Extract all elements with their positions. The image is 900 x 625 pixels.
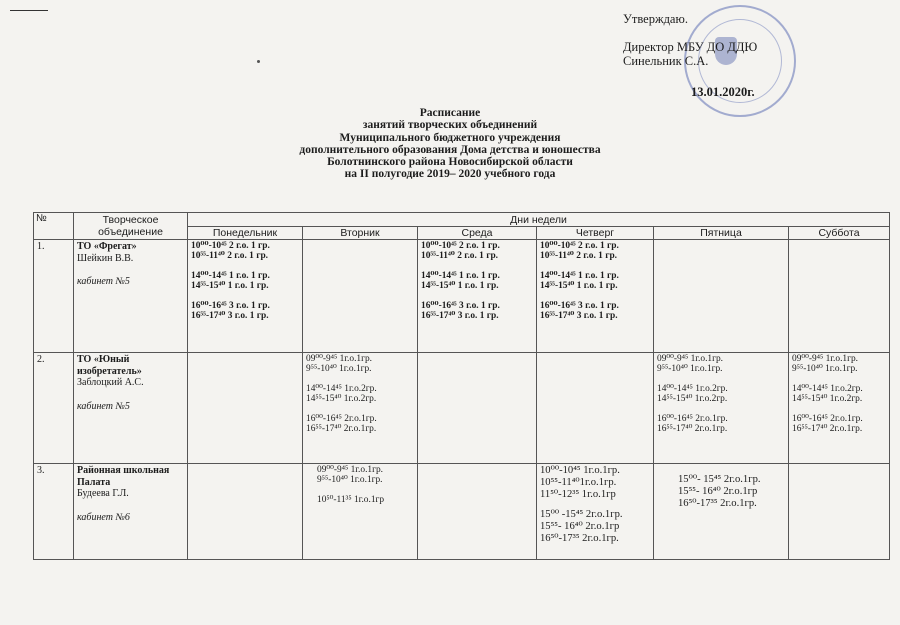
session-entry: 16⁵⁰-17³⁵ 2г.о.1гр.	[678, 497, 757, 509]
session-entry: 10⁵⁵-11⁴⁰1г.о.1гр.	[540, 476, 617, 488]
approval-block	[623, 12, 757, 99]
session-entry: 14⁵⁵-15⁴⁰ 1г.о.2гр.	[657, 394, 728, 405]
header-day-saturday: Суббота	[789, 227, 890, 240]
session-entry: 10⁵⁵-11⁴⁰ 2 г.о. 1 гр.	[191, 251, 269, 262]
room: кабинет №6	[77, 511, 130, 523]
session-entry: 09⁰⁰-9⁴⁵ 1г.о.1гр.	[317, 465, 383, 475]
session-entry: 15⁰⁰- 15⁴⁵ 2г.о.1гр.	[678, 474, 761, 485]
session-entry: 16⁰⁰-16⁴⁵ 3 г.о. 1 гр.	[421, 300, 500, 311]
session-entry: 10⁵⁵-11⁴⁰ 2 г.о. 1 гр.	[540, 251, 618, 262]
teacher-name: Будеева Г.Л.	[77, 488, 129, 499]
table-row	[34, 353, 890, 464]
schedule-cell	[188, 353, 303, 464]
session-entry: 15⁰⁰ -15⁴⁵ 2г.о.1гр.	[540, 509, 623, 521]
header-day-friday: Пятница	[654, 227, 789, 240]
schedule-cell	[789, 464, 890, 560]
schedule-cell	[303, 240, 418, 353]
session-entry: 9⁵⁵-10⁴⁰ 1г.о.1гр.	[317, 475, 383, 486]
session-entry: 16⁵⁵-17⁴⁰ 2г.о.1гр.	[657, 424, 728, 435]
schedule-cell	[188, 240, 303, 353]
top-rule	[10, 10, 48, 11]
session-spacer	[792, 375, 886, 384]
session-spacer	[317, 486, 414, 495]
session-entry: 14⁰⁰-14⁴⁵ 1 г.о. 1 гр.	[421, 270, 500, 281]
header-number: №	[34, 213, 74, 240]
approval-date: 13.01.2020г.	[691, 85, 755, 99]
session-entry: 16⁰⁰-16⁴⁵ 2г.о.1гр.	[657, 413, 728, 424]
session-entry: 9⁵⁵-10⁴⁰ 1г.о.1гр.	[792, 364, 858, 375]
director-name: Синельник С.А.	[623, 54, 709, 68]
session-entry: 14⁵⁵-15⁴⁰ 1г.о.2гр.	[306, 394, 377, 405]
association-cell	[74, 240, 188, 353]
session-entry: 10⁰⁰-10⁴⁵ 2 г.о. 1 гр.	[421, 241, 500, 251]
schedule-cell	[537, 240, 654, 353]
schedule-cell	[418, 464, 537, 560]
session-entry: 16⁵⁰-17³⁵ 2г.о.1гр.	[540, 532, 619, 544]
session-spacer	[540, 292, 650, 301]
session-entry: 16⁰⁰-16⁴⁵ 3 г.о. 1 гр.	[540, 300, 619, 311]
session-spacer	[191, 262, 299, 271]
document-title	[230, 107, 670, 181]
schedule-cell	[303, 353, 418, 464]
session-entry: 14⁵⁵-15⁴⁰ 1 г.о. 1 гр.	[540, 281, 618, 292]
session-entry: 14⁰⁰-14⁴⁵ 1г.о.2гр.	[657, 383, 728, 394]
table-row	[34, 240, 890, 353]
association-name: ТО «Юный изобретатель»	[77, 354, 142, 377]
session-entry: 16⁰⁰-16⁴⁵ 2г.о.1гр.	[306, 413, 377, 424]
session-entry: 14⁰⁰-14⁴⁵ 1г.о.2гр.	[306, 383, 377, 394]
teacher-name: Шейкин В.В.	[77, 252, 134, 264]
schedule-cell	[537, 464, 654, 560]
schedule-cell	[654, 240, 789, 353]
session-spacer	[306, 405, 414, 414]
row-number: 3.	[34, 464, 74, 560]
session-spacer	[792, 405, 886, 414]
session-spacer	[306, 375, 414, 384]
session-entry: 10⁰⁰-10⁴⁵ 2 г.о. 1 гр.	[540, 241, 619, 251]
schedule-cell	[418, 353, 537, 464]
room: кабинет №5	[77, 400, 130, 412]
session-spacer	[421, 262, 533, 271]
session-entry: 15⁵⁵- 16⁴⁰ 2г.о.1гр	[540, 521, 620, 533]
session-spacer	[657, 375, 785, 384]
session-entry: 14⁰⁰-14⁴⁵ 1 г.о. 1 гр.	[191, 270, 270, 281]
teacher-name: Заблоцкий А.С.	[77, 377, 144, 388]
schedule-cell	[418, 240, 537, 353]
session-entry: 10⁰⁰-10⁴⁵ 2 г.о. 1 гр.	[191, 241, 270, 251]
speck	[257, 60, 260, 63]
session-spacer	[421, 292, 533, 301]
title-line: Муниципального бюджетного учреждения	[339, 131, 561, 144]
header-day-tuesday: Вторник	[303, 227, 418, 240]
schedule-cell	[789, 353, 890, 464]
session-entry: 16⁵⁵-17⁴⁰ 3 г.о. 1 гр.	[191, 311, 269, 322]
director-title: Директор МБУ ДО ДДЮ	[623, 40, 758, 54]
session-entry: 10⁰⁰-10⁴⁵ 1г.о.1гр.	[540, 465, 620, 476]
association-cell	[74, 464, 188, 560]
session-entry: 09⁰⁰-9⁴⁵ 1г.о.1гр.	[306, 354, 372, 364]
header-day-thursday: Четверг	[537, 227, 654, 240]
session-entry: 09⁰⁰-9⁴⁵ 1г.о.1гр.	[792, 354, 858, 364]
approval-word: Утверждаю.	[623, 12, 688, 26]
row-number: 2.	[34, 353, 74, 464]
session-entry: 16⁵⁵-17⁴⁰ 2г.о.1гр.	[306, 424, 377, 435]
schedule-cell	[654, 464, 789, 560]
title-line: Расписание	[419, 107, 481, 119]
session-entry: 14⁵⁵-15⁴⁰ 1 г.о. 1 гр.	[421, 281, 499, 292]
session-entry: 14⁵⁵-15⁴⁰ 1 г.о. 1 гр.	[191, 281, 269, 292]
schedule-table	[33, 212, 890, 560]
session-entry: 14⁰⁰-14⁴⁵ 1г.о.2гр.	[792, 383, 863, 394]
session-spacer	[678, 465, 785, 474]
session-spacer	[540, 262, 650, 271]
association-name: Районная школьная Палата	[77, 465, 170, 488]
session-entry: 16⁵⁵-17⁴⁰ 3 г.о. 1 гр.	[540, 311, 618, 322]
header-day-wednesday: Среда	[418, 227, 537, 240]
session-spacer	[540, 500, 650, 509]
session-entry: 10⁵⁵-11⁴⁰ 2 г.о. 1 гр.	[421, 251, 499, 262]
header-day-monday: Понедельник	[188, 227, 303, 240]
session-entry: 9⁵⁵-10⁴⁰ 1г.о.1гр.	[657, 364, 723, 375]
session-entry: 16⁰⁰-16⁴⁵ 2г.о.1гр.	[792, 413, 863, 424]
title-line: на II полугодие 2019– 2020 учебного года	[344, 168, 556, 181]
session-entry: 11⁵⁰-12³⁵ 1г.о.1гр	[540, 488, 616, 500]
session-entry: 16⁵⁵-17⁴⁰ 2г.о.1гр.	[792, 424, 863, 435]
session-spacer	[657, 405, 785, 414]
session-entry: 9⁵⁵-10⁴⁰ 1г.о.1гр.	[306, 364, 372, 375]
header-days-of-week: Дни недели	[188, 213, 890, 227]
schedule-cell	[789, 240, 890, 353]
title-line: Болотнинского района Новосибирской области	[327, 156, 573, 169]
session-entry: 16⁵⁵-17⁴⁰ 3 г.о. 1 гр.	[421, 311, 499, 322]
schedule-cell	[537, 353, 654, 464]
room: кабинет №5	[77, 276, 130, 287]
schedule-cell	[654, 353, 789, 464]
header-association: Творческое объединение	[74, 213, 188, 240]
session-entry: 16⁰⁰-16⁴⁵ 3 г.о. 1 гр.	[191, 300, 270, 311]
session-spacer	[191, 292, 299, 301]
association-name: ТО «Фрегат»	[77, 241, 137, 252]
title-line: занятий творческих объединений	[362, 119, 538, 132]
session-entry: 09⁰⁰-9⁴⁵ 1г.о.1гр.	[657, 354, 723, 364]
row-number: 1.	[34, 240, 74, 353]
title-line: дополнительного образования Дома детства и юношества	[299, 143, 601, 156]
table-row	[34, 464, 890, 560]
session-entry: 15⁵⁵- 16⁴⁰ 2г.о.1гр	[678, 485, 758, 497]
schedule-cell	[188, 464, 303, 560]
session-entry: 10⁵⁰-11³⁵ 1г.о.1гр	[317, 494, 385, 505]
session-entry: 14⁰⁰-14⁴⁵ 1 г.о. 1 гр.	[540, 270, 619, 281]
session-entry: 14⁵⁵-15⁴⁰ 1г.о.2гр.	[792, 394, 863, 405]
schedule-cell	[303, 464, 418, 560]
association-cell	[74, 353, 188, 464]
